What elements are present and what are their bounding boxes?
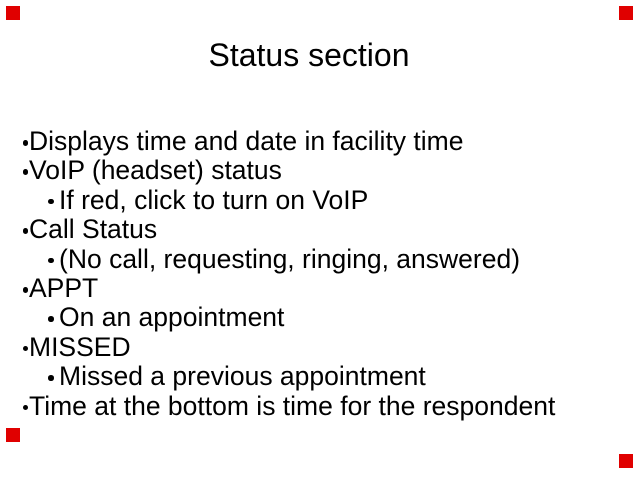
bullet-line [0,333,640,362]
corner-marker-top-right-icon [619,6,633,20]
bullet-text: On an appointment [59,302,285,333]
bullet-text: Displays time and date in facility time [29,126,464,156]
bullet-text: VoIP (headset) status [29,155,282,186]
bullet-icon [23,169,29,175]
bullet-text: If red, click to turn on VoIP [59,184,369,215]
bullet-text: MISSED [29,331,131,362]
bullet-icon [23,287,29,293]
bullet-line [0,392,640,421]
bullet-text: Time at the bottom is time for the respondent [29,390,556,421]
corner-marker-bottom-right-icon [619,454,633,468]
bullet-icon [48,375,54,381]
slide-title: Status section [208,37,410,73]
corner-marker-bottom-left-icon [6,428,20,442]
bullet-list [0,127,640,421]
bullet-line [0,303,640,332]
bullet-line [0,127,640,156]
bullet-line [0,362,640,391]
bullet-line [0,245,640,274]
bullet-icon [23,405,29,411]
bullet-line [0,215,640,244]
bullet-icon [23,346,29,352]
bullet-icon [48,258,54,264]
bullet-text: (No call, requesting, ringing, answered) [59,243,521,274]
bullet-text: APPT [29,273,99,304]
bullet-icon [48,316,54,322]
bullet-line [0,274,640,303]
bullet-icon [23,228,29,234]
bullet-text: Missed a previous appointment [59,361,426,392]
bullet-icon [23,140,29,146]
corner-marker-top-left-icon [6,6,20,20]
bullet-text: Call Status [29,214,158,245]
bullet-icon [48,199,54,205]
bullet-line [0,186,640,215]
bullet-line [0,156,640,185]
